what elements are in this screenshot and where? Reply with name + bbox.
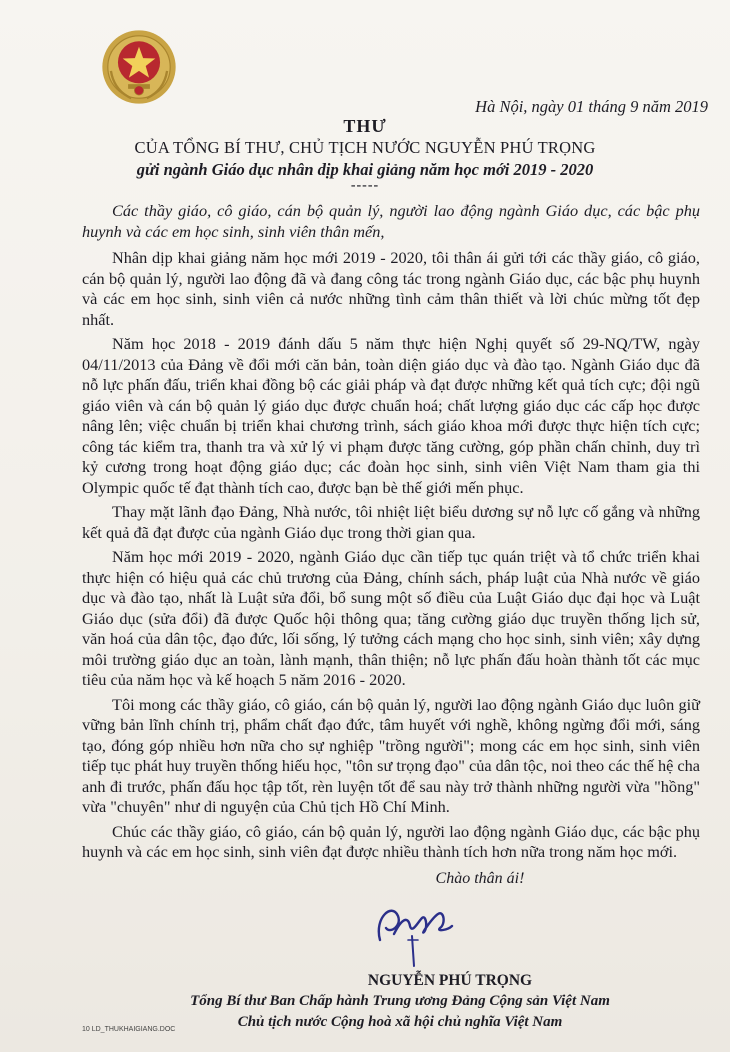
document-reference: 10 LD_THUKHAIGIANG.DOC bbox=[82, 1026, 176, 1033]
signer-title-party: Tổng Bí thư Ban Chấp hành Trung ương Đảng Cộng sản Việt Nam bbox=[190, 993, 610, 1009]
closing-greeting: Chào thân ái! bbox=[435, 870, 525, 887]
signer-title-state: Chủ tịch nước Cộng hoà xã hội chủ nghĩa Việt Nam bbox=[237, 1014, 563, 1030]
national-emblem-icon bbox=[100, 28, 178, 106]
paragraph-4: Năm học mới 2019 - 2020, ngành Giáo dục cần tiếp tục quán triệt và tổ chức triển khai thực hiện có hiệu quả các chủ trương của Đảng, chính sách, pháp luật của Nhà nước về giáo dục và đào tạo, nhất là Luật sửa đổi, bổ sung một số điều của Luật Giáo dục đại học và Luật Giáo dục (sửa đổi) đã được Quốc hội thông qua; tăng cường giáo dục truyền thống lịch sử, văn hoá của dân tộc, đạo đức, lối sống, lý tưởng cách mạng cho học sinh, sinh viên; xây dựng môi trường giáo dục an toàn, lành mạnh, thân thiện; nỗ lực phấn đấu hoàn thành tốt các mục tiêu của năm học và kế hoạch 5 năm 2016 - 2020. bbox=[82, 547, 700, 689]
paragraph-6: Chúc các thầy giáo, cô giáo, cán bộ quản lý, người lao động ngành Giáo dục, các bậc phụ huynh và các em học sinh, sinh viên đạt được nhiều thành tích hơn nữa trong năm học mới. bbox=[82, 821, 700, 861]
handwritten-signature-icon bbox=[368, 888, 458, 968]
letter-author-line: CỦA TỔNG BÍ THƯ, CHỦ TỊCH NƯỚC NGUYỄN PHÚ TRỌNG bbox=[134, 138, 596, 157]
letter-title: THƯ bbox=[343, 116, 387, 136]
letter-date: Hà Nội, ngày 01 tháng 9 năm 2019 bbox=[475, 97, 708, 116]
paragraph-3: Thay mặt lãnh đạo Đảng, Nhà nước, tôi nhiệt liệt biểu dương sự nỗ lực cố gắng và những kết quả đã đạt được của ngành Giáo dục trong thời gian qua. bbox=[82, 502, 700, 542]
signer-name: NGUYỄN PHÚ TRỌNG bbox=[367, 972, 533, 989]
paragraph-5: Tôi mong các thầy giáo, cô giáo, cán bộ quản lý, người lao động ngành Giáo dục luôn giữ vững bản lĩnh chính trị, phẩm chất đạo đức, tâm huyết với nghề, không ngừng đổi mới, sáng tạo, đóng góp nhiều hơn nữa cho sự nghiệp "trồng người"; mong các em học sinh, sinh viên tiếp tục phát huy truyền thống hiếu học, "tôn sư trọng đạo" của dân tộc, noi theo các thế hệ cha anh đi trước, phấn đấu học tập tốt, rèn luyện tốt để sau này trở thành những người vừa "hồng" vừa "chuyên" như di nguyện của Chủ tịch Hồ Chí Minh. bbox=[82, 694, 701, 816]
title-separator: ----- bbox=[350, 178, 380, 193]
paragraph-1: Nhân dịp khai giảng năm học mới 2019 - 2020, tôi thân ái gửi tới các thầy giáo, cô giáo, cán bộ quản lý, người lao động đã và đang công tác trong ngành Giáo dục, các bậc phụ huynh và các em học sinh, sinh viên cả nước những tình cảm thân thiết và lời chúc mừng tốt đẹp nhất. bbox=[82, 248, 700, 329]
paragraph-2: Năm học 2018 - 2019 đánh dấu 5 năm thực hiện Nghị quyết số 29-NQ/TW, ngày 04/11/2013 của Đảng về đổi mới căn bản, toàn diện giáo dục và đào tạo. Ngành Giáo dục đã nỗ lực phấn đấu, triển khai đồng bộ các giải pháp và đạt được những kết quả tích cực; đội ngũ giáo viên và cán bộ quản lý giáo dục được chuẩn hoá; chất lượng giáo dục các cấp học được nâng lên; việc chuẩn bị triển khai chương trình, sách giáo khoa mới được thực hiện tích cực; công tác kiểm tra, thanh tra và xử lý vi phạm được tăng cường, góp phần chấn chỉnh, duy trì kỷ cương trong hoạt động giáo dục; các đoàn học sinh, sinh viên Việt Nam tham gia thi Olympic quốc tế đạt thành tích cao, được bạn bè thế giới mến phục. bbox=[82, 334, 700, 497]
salutation: Các thầy giáo, cô giáo, cán bộ quản lý, người lao động ngành Giáo dục, các bậc phụ huynh và các em học sinh, sinh viên thân mến, bbox=[82, 201, 700, 241]
letter-body bbox=[82, 201, 700, 867]
letter-subtitle: gửi ngành Giáo dục nhân dịp khai giảng năm học mới 2019 - 2020 bbox=[136, 160, 594, 179]
